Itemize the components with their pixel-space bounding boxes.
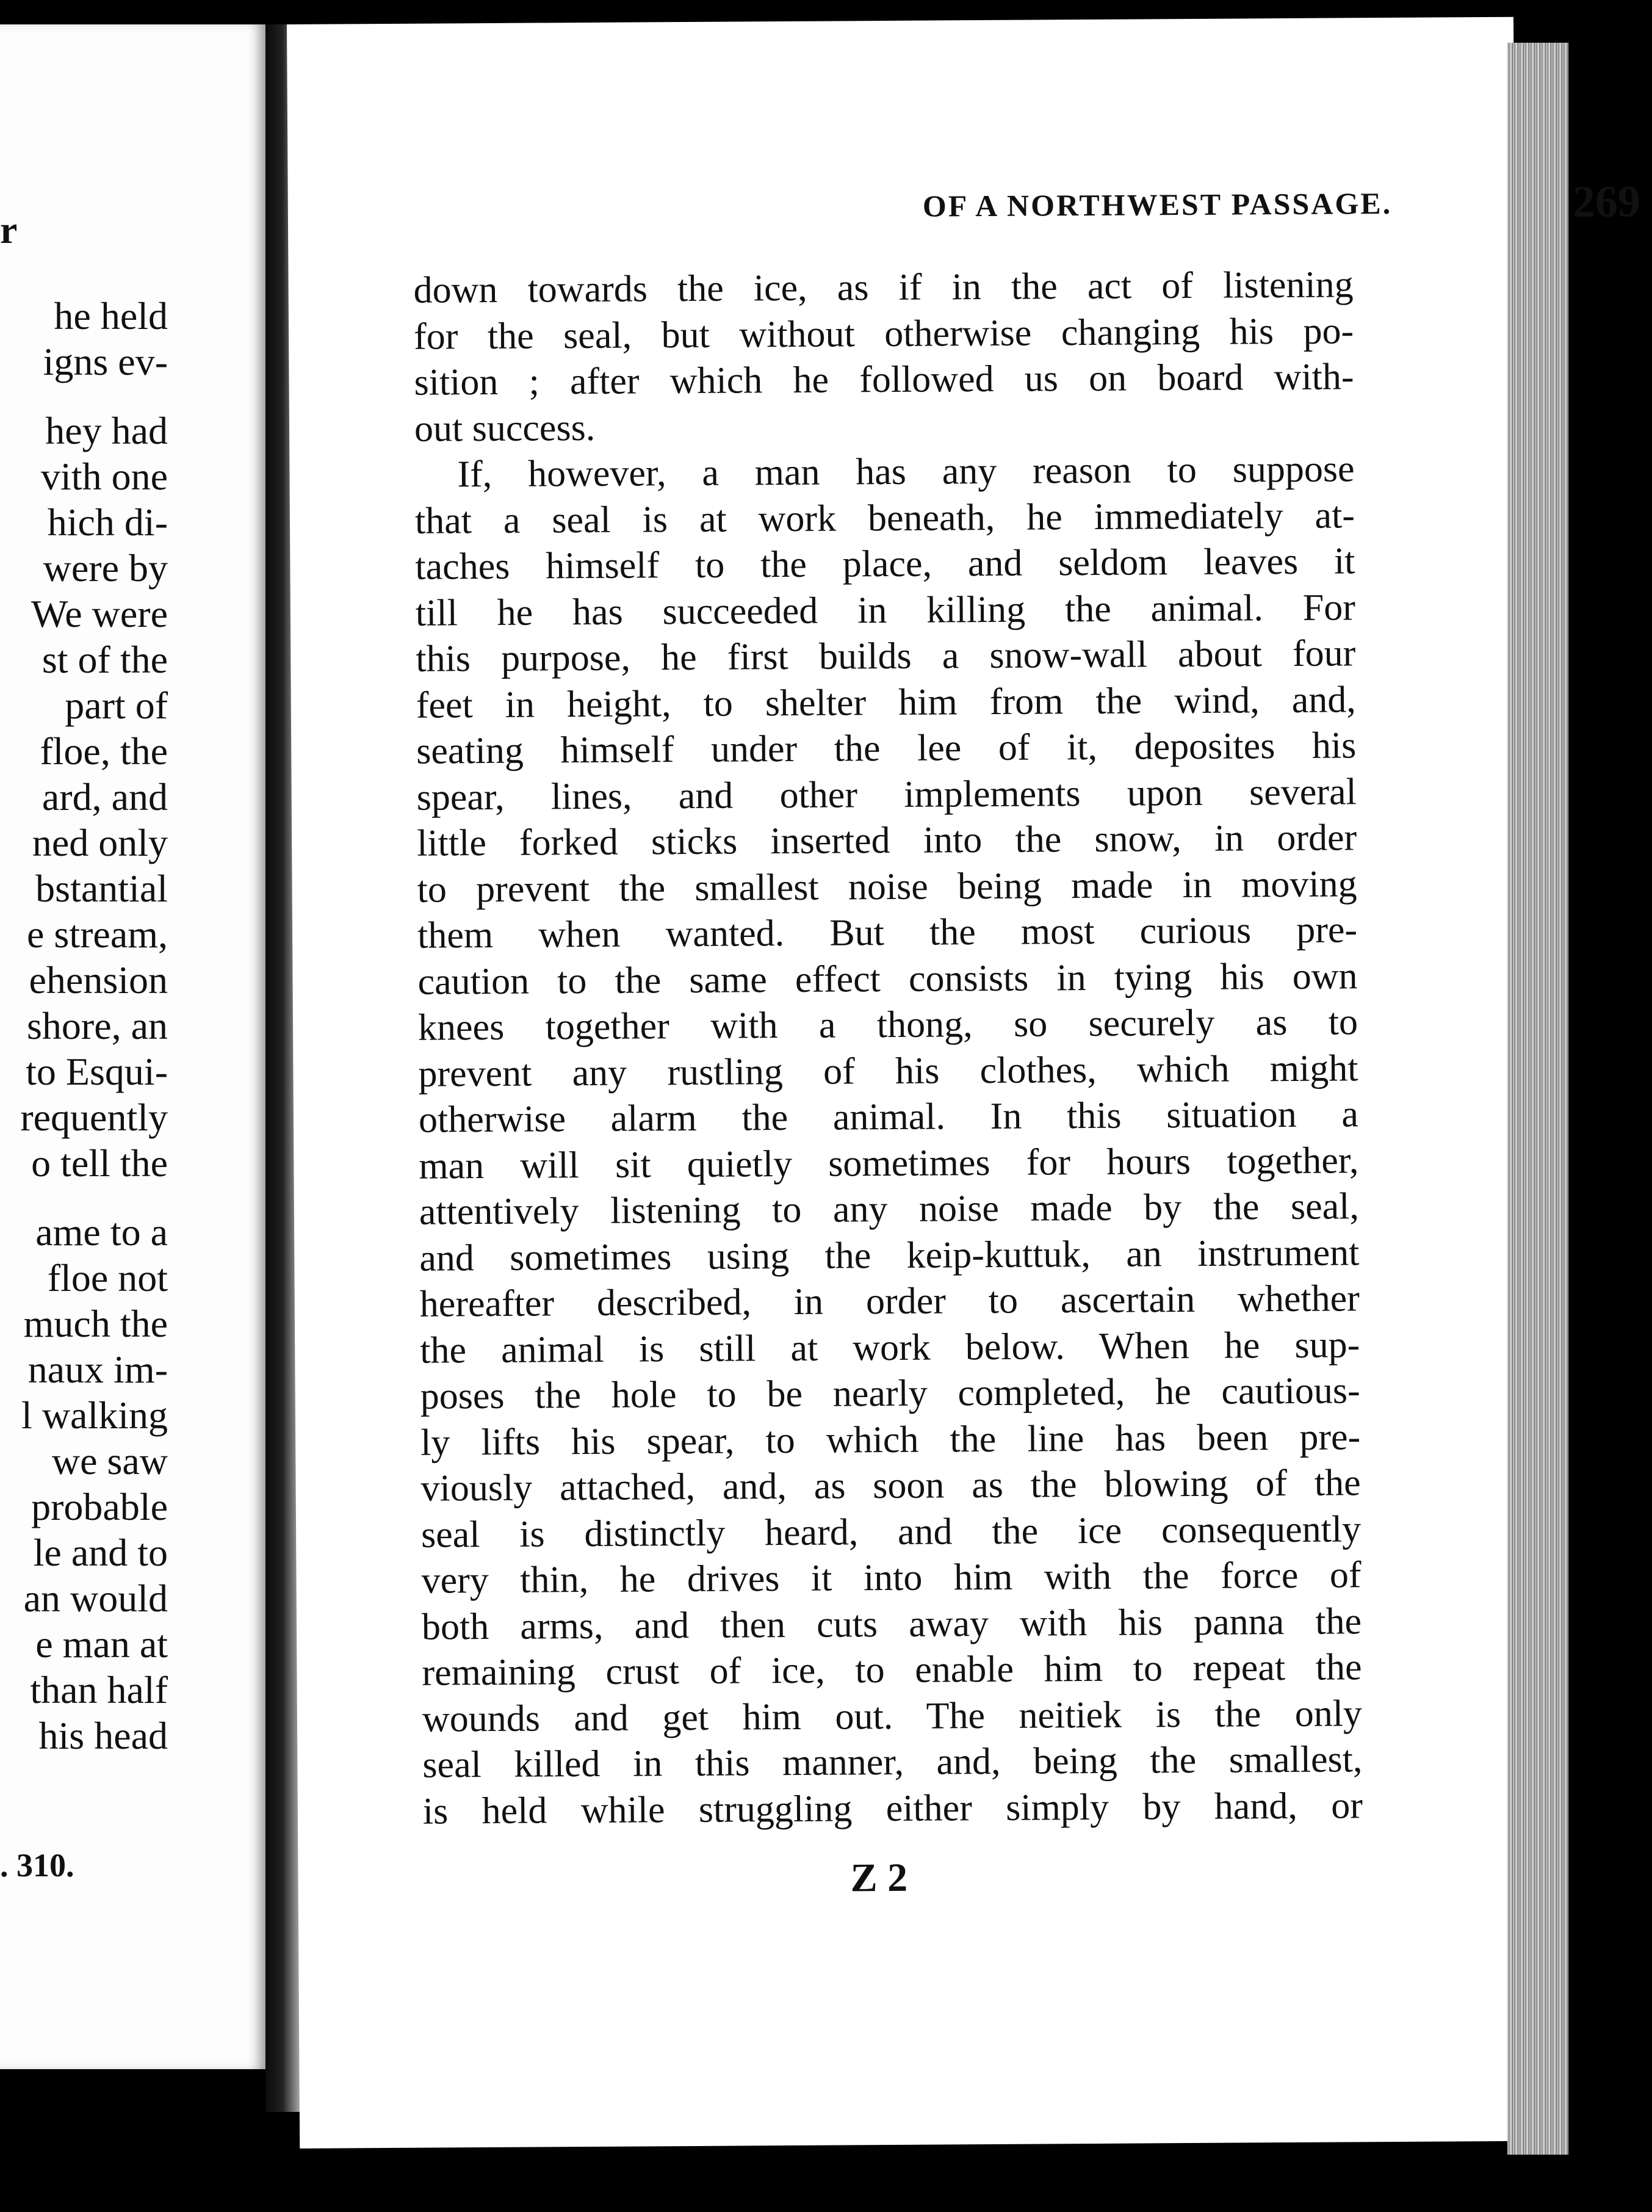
body-line: down towards the ice, as if in the act of listening <box>413 264 1354 311</box>
left-line: hey had <box>45 409 168 452</box>
left-line: an would <box>23 1577 168 1620</box>
body-line: is held while struggling either simply by hand, or <box>422 1784 1363 1832</box>
body-line: ly lifts his spear, to which the line has been pre- <box>420 1415 1361 1464</box>
left-line: l walking <box>21 1393 168 1437</box>
body-line: very thin, he drives it into him with the force of <box>421 1554 1362 1602</box>
left-line: st of the <box>41 638 168 681</box>
left-line: naux im- <box>27 1348 168 1391</box>
body-line: the animal is still at work below. When he sup- <box>420 1323 1360 1372</box>
left-page-footnote-ref: . 310. <box>0 1847 74 1884</box>
left-line: We were <box>31 592 168 635</box>
left-line: o tell the <box>31 1141 168 1185</box>
running-head: OF A NORTHWEST PASSAGE. <box>922 186 1393 223</box>
left-line: requently <box>20 1096 168 1139</box>
left-line: vith one <box>41 455 168 498</box>
left-line: bstantial <box>35 867 168 910</box>
body-line: little forked sticks inserted into the snow, in order <box>416 817 1357 864</box>
body-line: caution to the same effect consists in tying his own <box>417 955 1358 1003</box>
body-text <box>413 262 1363 1834</box>
body-line: till he has succeeded in killing the animal. For <box>415 586 1356 634</box>
body-line: seal killed in this manner, and, being the smallest, <box>422 1738 1363 1786</box>
signature-mark: Z 2 <box>850 1855 908 1901</box>
left-line: e man at <box>35 1622 168 1666</box>
body-line: both arms, and then cuts away with his panna the <box>421 1600 1362 1648</box>
body-line: this purpose, he first builds a snow-wall about four <box>416 632 1356 680</box>
page-edges <box>1507 43 1568 2155</box>
left-line: hich di- <box>47 501 168 544</box>
body-line: sition ; after which he followed us on board with- <box>414 356 1354 403</box>
left-line: igns ev- <box>43 340 168 383</box>
right-page <box>287 17 1641 2149</box>
body-line: feet in height, to shelter him from the wind, and, <box>416 678 1356 726</box>
body-line: attentively listening to any noise made by the seal, <box>419 1185 1360 1233</box>
left-line: floe, the <box>40 729 168 773</box>
left-line: to Esqui- <box>26 1050 168 1093</box>
left-line: his head <box>38 1714 168 1757</box>
body-line: remaining crust of ice, to enable him to repeat the <box>422 1646 1362 1694</box>
left-line: probable <box>31 1485 168 1528</box>
left-line: floe not <box>47 1256 168 1299</box>
body-line: that a seal is at work beneath, he immediately at- <box>414 494 1355 542</box>
body-line: prevent any rustling of his clothes, which might <box>418 1047 1358 1095</box>
body-line: viously attached, and, as soon as the blowing of the <box>420 1462 1361 1509</box>
body-line: poses the hole to be nearly completed, he cautious- <box>420 1370 1360 1417</box>
body-line: otherwise alarm the animal. In this situation a <box>418 1093 1359 1141</box>
left-line: were by <box>43 546 168 590</box>
left-page <box>0 24 265 2069</box>
body-line: hereafter described, in order to ascertain whether <box>419 1278 1360 1325</box>
page-number: 269 <box>1572 176 1641 228</box>
body-line: knees together with a thong, so securely as to <box>417 1001 1358 1049</box>
body-line: out success. <box>414 407 596 450</box>
body-line: to prevent the smallest noise being made in moving <box>417 862 1357 911</box>
left-line: e stream, <box>27 913 168 956</box>
body-line: If, however, a man has any reason to suppose <box>457 448 1355 496</box>
left-line: ame to a <box>35 1210 168 1254</box>
left-page-mark: r <box>0 208 18 251</box>
body-line: them when wanted. But the most curious pre- <box>417 909 1358 956</box>
body-line: taches himself to the place, and seldom leaves it <box>415 540 1355 588</box>
body-line: spear, lines, and other implements upon several <box>416 770 1357 819</box>
left-line: le and to <box>33 1531 168 1574</box>
left-line: than half <box>30 1668 168 1711</box>
body-line: seal is distinctly heard, and the ice consequently <box>420 1508 1362 1556</box>
left-line: ard, and <box>41 775 168 819</box>
left-line: ned only <box>32 821 168 864</box>
left-line <box>0 1186 168 1209</box>
left-line: part of <box>65 684 168 727</box>
left-line: we saw <box>51 1439 168 1483</box>
left-line: he held <box>54 294 168 338</box>
body-line: seating himself under the lee of it, deposites his <box>416 725 1357 772</box>
left-line: ehension <box>29 958 168 1002</box>
left-line: much the <box>23 1302 168 1345</box>
left-page-text <box>0 293 168 1758</box>
left-line: shore, an <box>26 1004 168 1047</box>
body-line: wounds and get him out. The neitiek is the only <box>422 1692 1363 1740</box>
body-line: and sometimes using the keip-kuttuk, an instrument <box>419 1231 1360 1279</box>
body-line: man will sit quietly sometimes for hours together, <box>419 1139 1359 1187</box>
body-line: for the seal, but without otherwise changing his po- <box>413 309 1354 358</box>
left-line <box>0 385 168 408</box>
